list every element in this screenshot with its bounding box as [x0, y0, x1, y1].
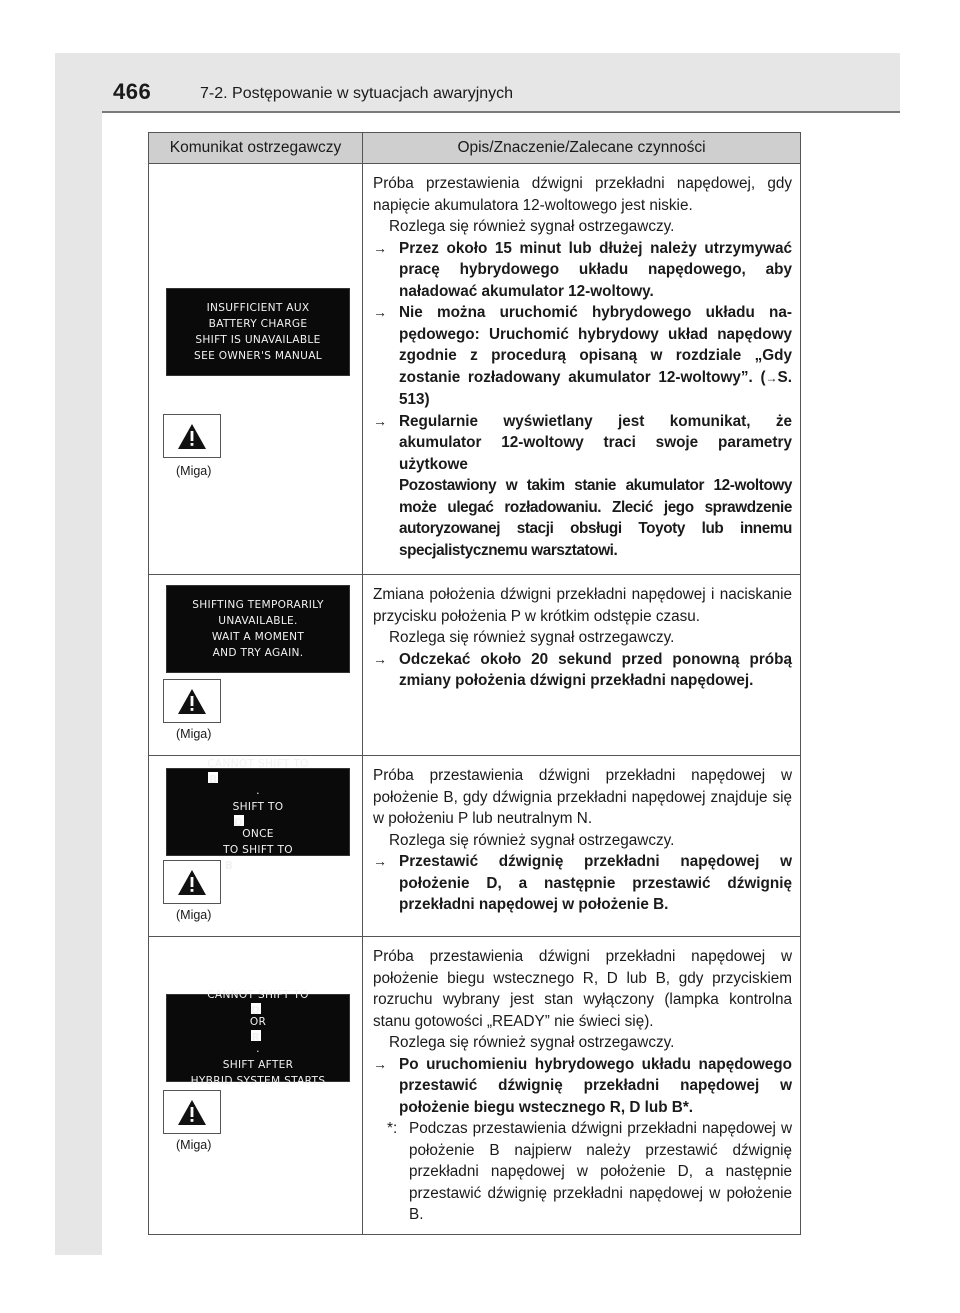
- warning-triangle-icon: [163, 679, 221, 723]
- arrow-icon: →: [373, 650, 387, 667]
- warning-display-screen: CANNOT SHIFT TO B . SHIFT TO D ONCE TO SHIFT TO B: [166, 768, 350, 856]
- message-cell: [149, 937, 363, 1235]
- arrow-icon: →: [373, 1055, 387, 1072]
- table-header-row: [149, 133, 801, 164]
- action-detail: Pozostawiony w takim stanie akumulator 12-woltowy może ulegać rozładowaniu. Zlecić jego sprawdzenie autoryzowanej stacji obsługi Toyoty lub innemu specjalistycznemu warsztatowi.: [399, 477, 792, 559]
- action-item: → Przestawić dźwignię przekładni napędowej w położenie D, a następnie przestawić dźwignię przekładni napędowej w położenie B.: [373, 853, 792, 913]
- blink-label: (Miga): [176, 727, 212, 741]
- action-item: → Przez około 15 minut lub dłużej należy utrzymywać pracę hybrydowego układu napędowego, aby naładować akumulator 12-woltowy.: [373, 239, 792, 300]
- action-item: → Nie można uruchomić hybrydowego układu napędowego: Uruchomić hybrydowy układ napędowy zgodnie z procedurą opisaną w rozdziale „Gdy zostanie rozładowany akumulator 12-woltowy”. (→S. 513): [373, 304, 792, 408]
- warning-display-screen: SHIFTING TEMPORARILY UNAVAILABLE. WAIT A MOMENT AND TRY AGAIN.: [166, 585, 350, 673]
- blink-label: (Miga): [176, 908, 212, 922]
- gear-indicator-r: R: [251, 1032, 261, 1045]
- column-header-description: Opis/Znaczenie/Zalecane czynności: [363, 133, 801, 164]
- arrow-icon: →: [373, 853, 387, 869]
- gear-indicator-d: D: [234, 816, 244, 829]
- warning-triangle-icon: [163, 1090, 221, 1134]
- arrow-icon: →: [765, 370, 778, 385]
- message-cell: [149, 756, 363, 937]
- warning-table: [148, 132, 801, 1235]
- header-bar: [102, 53, 900, 112]
- action-item: → Po uruchomieniu hybrydowego układu napędowego przestawić dźwignię przekładni napędowej w położenie biegu wstecznego R, D lub B*.: [373, 1055, 792, 1116]
- message-cell: [149, 164, 363, 575]
- table-row: [149, 756, 801, 937]
- header-rule: [102, 111, 900, 113]
- footnote: *: Podczas przestawienia dźwigni przekładni napędowej w położenie B najpierw należy przestawić dźwignię przekładni napędowej w położenie D, a następnie przestawić dźwignię przekładni napędowej w położenie B.: [387, 1120, 792, 1223]
- description-cell: Zmiana położenia dźwigni przekładni napędowej i naciskanie przycisku położenia P w krótkim odstępie czasu. Rozlega się również sygnał ostrzegawczy. → Odczekać około 20 sekund przed ponowną próbą zmiany położenia dźwigni przekładni napędowej.: [363, 575, 801, 756]
- gear-indicator-d: D: [251, 1005, 261, 1018]
- section-title: 7-2. Postępowanie w sytuacjach awaryjnych: [200, 85, 514, 102]
- page-number: 466: [113, 79, 152, 104]
- warning-triangle-icon: [163, 860, 221, 904]
- action-item: → Odczekać około 20 sekund przed ponowną próbą zmiany położenia dźwigni przekładni napędowej.: [373, 650, 792, 689]
- table-row: [149, 937, 801, 1235]
- arrow-icon: →: [373, 304, 387, 320]
- arrow-icon: →: [373, 412, 387, 429]
- description-cell: Próba przestawienia dźwigni przekładni napędowej, gdy napięcie akumulatora 12-woltowego jest niskie. Rozlega się również sygnał ostrzegawczy. → Przez około 15 minut lub dłużej należy utrzymywać pracę hybrydowego układu napędowego, aby naładować akumulator 12-woltowy. → Nie można uruchomić hybrydowego układu napędowego: Uruchomić hybrydowy układ napędowy zgodnie z procedurą opisaną w rozdziale „Gdy zostanie rozładowany akumulator 12-woltowy”. (→S. 513) → Regularnie wyświetlany jest komunikat, że akumulator 12-woltowy traci swoje parametry użytkowe Pozostawiony w takim stanie akumulator 12-woltowy może ulegać rozładowaniu. Zlecić jego sprawdzenie autoryzowanej stacji obsługi Toyoty lub innemu specjalistycznemu warsztatowi.: [363, 164, 801, 575]
- blink-label: (Miga): [176, 464, 212, 478]
- gear-indicator-b: B: [209, 773, 218, 786]
- blink-label: (Miga): [176, 1138, 212, 1153]
- table-row: [149, 575, 801, 756]
- description-cell: Próba przestawienia dźwigni przekładni napędowej w położenie B, gdy dźwignia przekładni napędowej znajduje się w położeniu P lub neutralnym N. Rozlega się również sygnał ostrzegawczy. → Przestawić dźwignię przekładni napędowej w położenie D, a następnie przestawić dźwignię przekładni napędowej w położenie B.: [363, 756, 801, 937]
- warning-display-screen: INSUFFICIENT AUX BATTERY CHARGE SHIFT IS UNAVAILABLE SEE OWNER'S MANUAL: [166, 288, 350, 376]
- warning-triangle-icon: [163, 414, 221, 458]
- arrow-icon: →: [373, 239, 387, 256]
- message-cell: [149, 575, 363, 756]
- side-band: [55, 53, 102, 1255]
- action-item: → Regularnie wyświetlany jest komunikat, że akumulator 12-woltowy traci swoje parametry użytkowe: [373, 412, 792, 473]
- column-header-message: Komunikat ostrzegawczy: [149, 133, 363, 164]
- gear-indicator-b: B: [224, 859, 234, 872]
- description-cell: Próba przestawienia dźwigni przekładni napędowej w położenie biegu wstecznego R, D lub B, gdy przyciskiem rozruchu wybrany jest stan wyłączony (lampka kontrolna stanu gotowości „READY” nie świeci się). Rozlega się również sygnał ostrzegawczy. → Po uruchomieniu hybrydowego układu napędowego przestawić dźwignię przekładni napędowej w położenie biegu wstecznego R, D lub B*. *: Podczas przestawienia dźwigni przekładni napędowej w położenie B najpierw należy przestawić dźwignię przekładni napędowej w położenie D, a następnie przestawić dźwignię przekładni napędowej w położenie B.: [363, 937, 801, 1235]
- warning-display-screen: CANNOT SHIFT TO D OR R . SHIFT AFTER HYBRID SYSTEM STARTS: [166, 994, 350, 1082]
- table-row: [149, 164, 801, 575]
